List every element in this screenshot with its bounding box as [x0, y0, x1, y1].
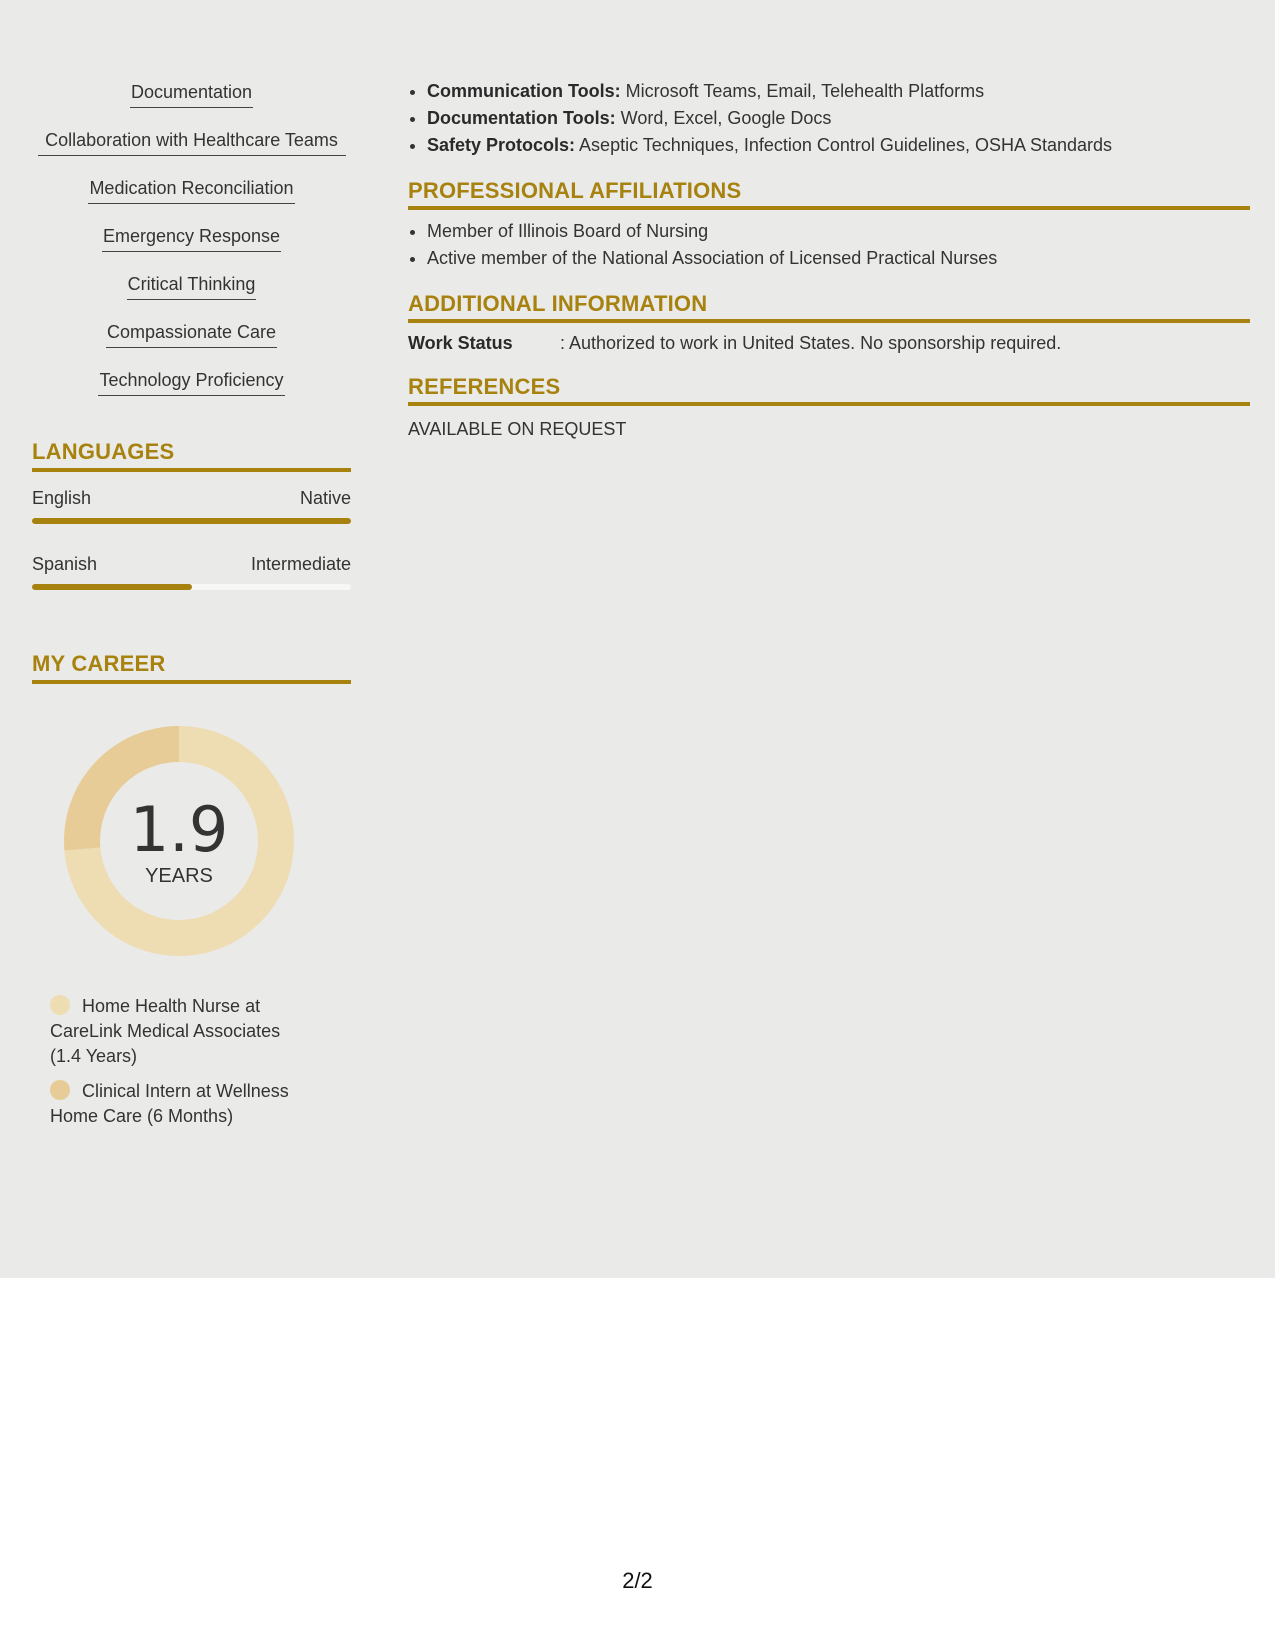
languages-heading: LANGUAGES — [32, 438, 351, 472]
legend-item — [50, 1079, 310, 1129]
language-proficiency-bar — [32, 584, 351, 590]
affiliations-heading: PROFESSIONAL AFFILIATIONS — [408, 177, 1250, 210]
tools-item: • Safety Protocols: Aseptic Techniques, Infection Control Guidelines, OSHA Standards — [427, 132, 1250, 159]
language-name: English — [32, 488, 92, 508]
tools-item: • Communication Tools: Microsoft Teams, Email, Telehealth Platforms — [427, 78, 1250, 105]
career-total-value: 1.9 — [129, 793, 229, 866]
affiliation-item: • Member of Illinois Board of Nursing — [427, 218, 1250, 245]
legend-label: Home Health Nurse at CareLink Medical Associates (1.4 Years) — [50, 996, 281, 1066]
legend-swatch — [50, 995, 70, 1015]
language-proficiency-fill — [32, 518, 351, 524]
skill-item: Critical Thinking — [32, 272, 351, 300]
skill-item: Medication Reconciliation — [32, 176, 351, 204]
additional-info-heading: ADDITIONAL INFORMATION — [408, 290, 1250, 323]
skill-item: Documentation — [32, 80, 351, 108]
work-status-row — [408, 331, 1250, 355]
tools-list — [408, 78, 1250, 159]
right-column — [408, 78, 1250, 441]
language-level: Native — [299, 488, 351, 508]
language-level: Intermediate — [250, 554, 351, 574]
references-section — [408, 373, 1250, 441]
affiliations-section — [408, 177, 1250, 272]
legend-label: Clinical Intern at Wellness Home Care (6 Months) — [50, 1081, 289, 1126]
career-total-unit: YEARS — [145, 865, 213, 887]
career-donut-chart — [64, 726, 294, 956]
skill-item: Emergency Response — [32, 224, 351, 252]
work-status-label: Work Status — [408, 333, 513, 353]
references-text: AVAILABLE ON REQUEST — [408, 419, 627, 439]
skill-item: Technology Proficiency — [32, 368, 351, 396]
language-proficiency-fill — [32, 584, 192, 590]
career-legend — [50, 994, 310, 1129]
legend-item — [50, 994, 310, 1069]
skill-item: Compassionate Care — [32, 320, 351, 348]
page-number: 2/2 — [622, 1568, 653, 1593]
language-item — [32, 552, 351, 590]
legend-swatch — [50, 1080, 70, 1100]
work-status-value: : Authorized to work in United States. No sponsorship required. — [560, 333, 1062, 353]
career-section — [32, 650, 351, 1129]
skills-list — [32, 80, 351, 396]
affiliation-item: • Active member of the National Association of Licensed Practical Nurses — [427, 245, 1250, 272]
tools-item: • Documentation Tools: Word, Excel, Google Docs — [427, 105, 1250, 132]
references-heading: REFERENCES — [408, 373, 1250, 406]
additional-info-section — [408, 290, 1250, 355]
affiliations-list — [408, 218, 1250, 272]
skill-item: Collaboration with Healthcare Teams — [32, 128, 351, 156]
career-heading: MY CAREER — [32, 650, 351, 684]
left-column — [32, 80, 351, 1139]
language-proficiency-bar — [32, 518, 351, 524]
language-name: Spanish — [32, 554, 98, 574]
languages-section — [32, 438, 351, 590]
language-item — [32, 486, 351, 524]
